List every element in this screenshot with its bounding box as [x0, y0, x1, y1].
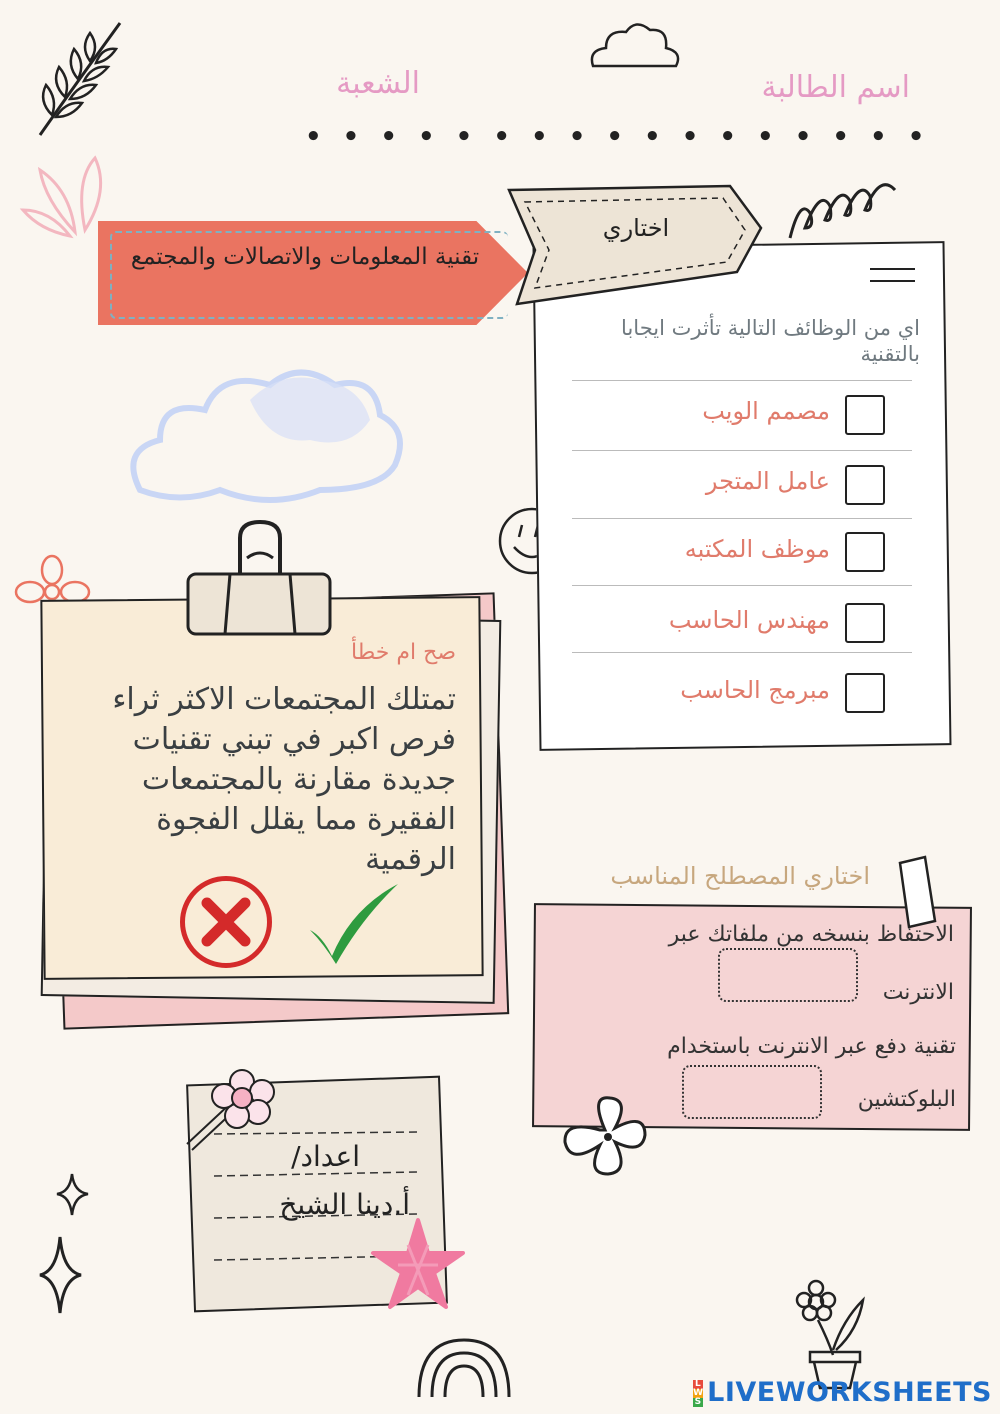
- x-icon: [185, 881, 267, 963]
- option-checkbox-web-designer[interactable]: [845, 395, 885, 435]
- potted-plant-icon: [788, 1280, 873, 1390]
- option-label: مصمم الويب: [702, 397, 830, 425]
- true-button[interactable]: [302, 878, 402, 968]
- option-divider: [572, 380, 912, 381]
- cloud-outline-icon: [588, 18, 683, 73]
- logo-letter: S: [694, 1397, 702, 1407]
- blue-cloud-scribble-icon: [120, 340, 420, 540]
- rainbow-icon: [414, 1335, 514, 1400]
- choose-label-ribbon: [505, 180, 765, 310]
- paper-top-lines: [870, 268, 915, 282]
- option-divider: [572, 652, 912, 653]
- mc-question: اي من الوظائف التالية تأثرت ايجابا بالتقنية: [621, 316, 920, 366]
- author-name: أ.دينا الشيخ: [279, 1188, 410, 1221]
- logo-brand-text: LIVEWORKSHEETS: [707, 1377, 992, 1408]
- option-checkbox-library-employee[interactable]: [845, 532, 885, 572]
- tape-icon: [895, 855, 940, 930]
- term-2-drop-box[interactable]: [682, 1065, 822, 1119]
- leaf-branch-icon: [30, 15, 130, 145]
- logo-letter: L: [695, 1379, 702, 1389]
- choose-label: اختاري: [602, 214, 670, 242]
- option-label: مبرمج الحاسب: [680, 676, 830, 704]
- liveworksheets-logo: [693, 1377, 992, 1408]
- checkmark-icon: [302, 878, 402, 968]
- pink-flower-pin-icon: [182, 1062, 282, 1152]
- subject-title: تقنية المعلومات والاتصالات والمجتمع: [130, 244, 480, 270]
- term-1-drop-box[interactable]: [718, 948, 858, 1002]
- pink-star-scribble-icon: [368, 1215, 468, 1315]
- terms-title: اختاري المصطلح المناسب: [610, 862, 870, 890]
- term-2-line-2: البلوكتشين: [857, 1087, 956, 1112]
- sparkle-large-icon: [38, 1235, 83, 1315]
- option-label: مهندس الحاسب: [668, 606, 830, 634]
- false-button[interactable]: [180, 876, 272, 968]
- term-1-line-2: الانترنت: [882, 980, 954, 1005]
- true-false-title: صح ام خطأ: [351, 640, 456, 665]
- section-label: الشعبة: [336, 66, 420, 101]
- binder-clip-icon: [185, 518, 335, 638]
- term-2-line-1: تقنية دفع عبر الانترنت باستخدام: [667, 1034, 956, 1059]
- logo-letter: W: [693, 1388, 704, 1398]
- flower-doodle-icon: [560, 1090, 650, 1180]
- option-checkbox-computer-engineer[interactable]: [845, 603, 885, 643]
- term-1-line-1: الاحتفاظ بنسخه من ملفاتك عبر: [668, 922, 954, 947]
- option-divider: [572, 585, 912, 586]
- student-name-label: اسم الطالبة: [761, 70, 910, 105]
- sparkle-small-icon: [55, 1172, 90, 1217]
- option-divider: [572, 518, 912, 519]
- option-label: موظف المكتبه: [684, 535, 830, 563]
- logo-mini-letters: [693, 1380, 703, 1407]
- prepared-by-label: اعداد/: [291, 1140, 360, 1173]
- option-checkbox-computer-programmer[interactable]: [845, 673, 885, 713]
- option-divider: [572, 450, 912, 451]
- loops-icon: [785, 168, 900, 248]
- true-false-statement: تمتلك المجتمعات الاكثر ثراء فرص اكبر في تبني تقنيات جديدة مقارنة بالمجتمعات الفقيرة مما يقلل الفجوة الرقمية: [112, 682, 456, 877]
- dots-separator: • • • • • • • • • • • • • • • • •: [305, 122, 931, 152]
- option-label: عامل المتجر: [705, 467, 830, 495]
- option-checkbox-store-worker[interactable]: [845, 465, 885, 505]
